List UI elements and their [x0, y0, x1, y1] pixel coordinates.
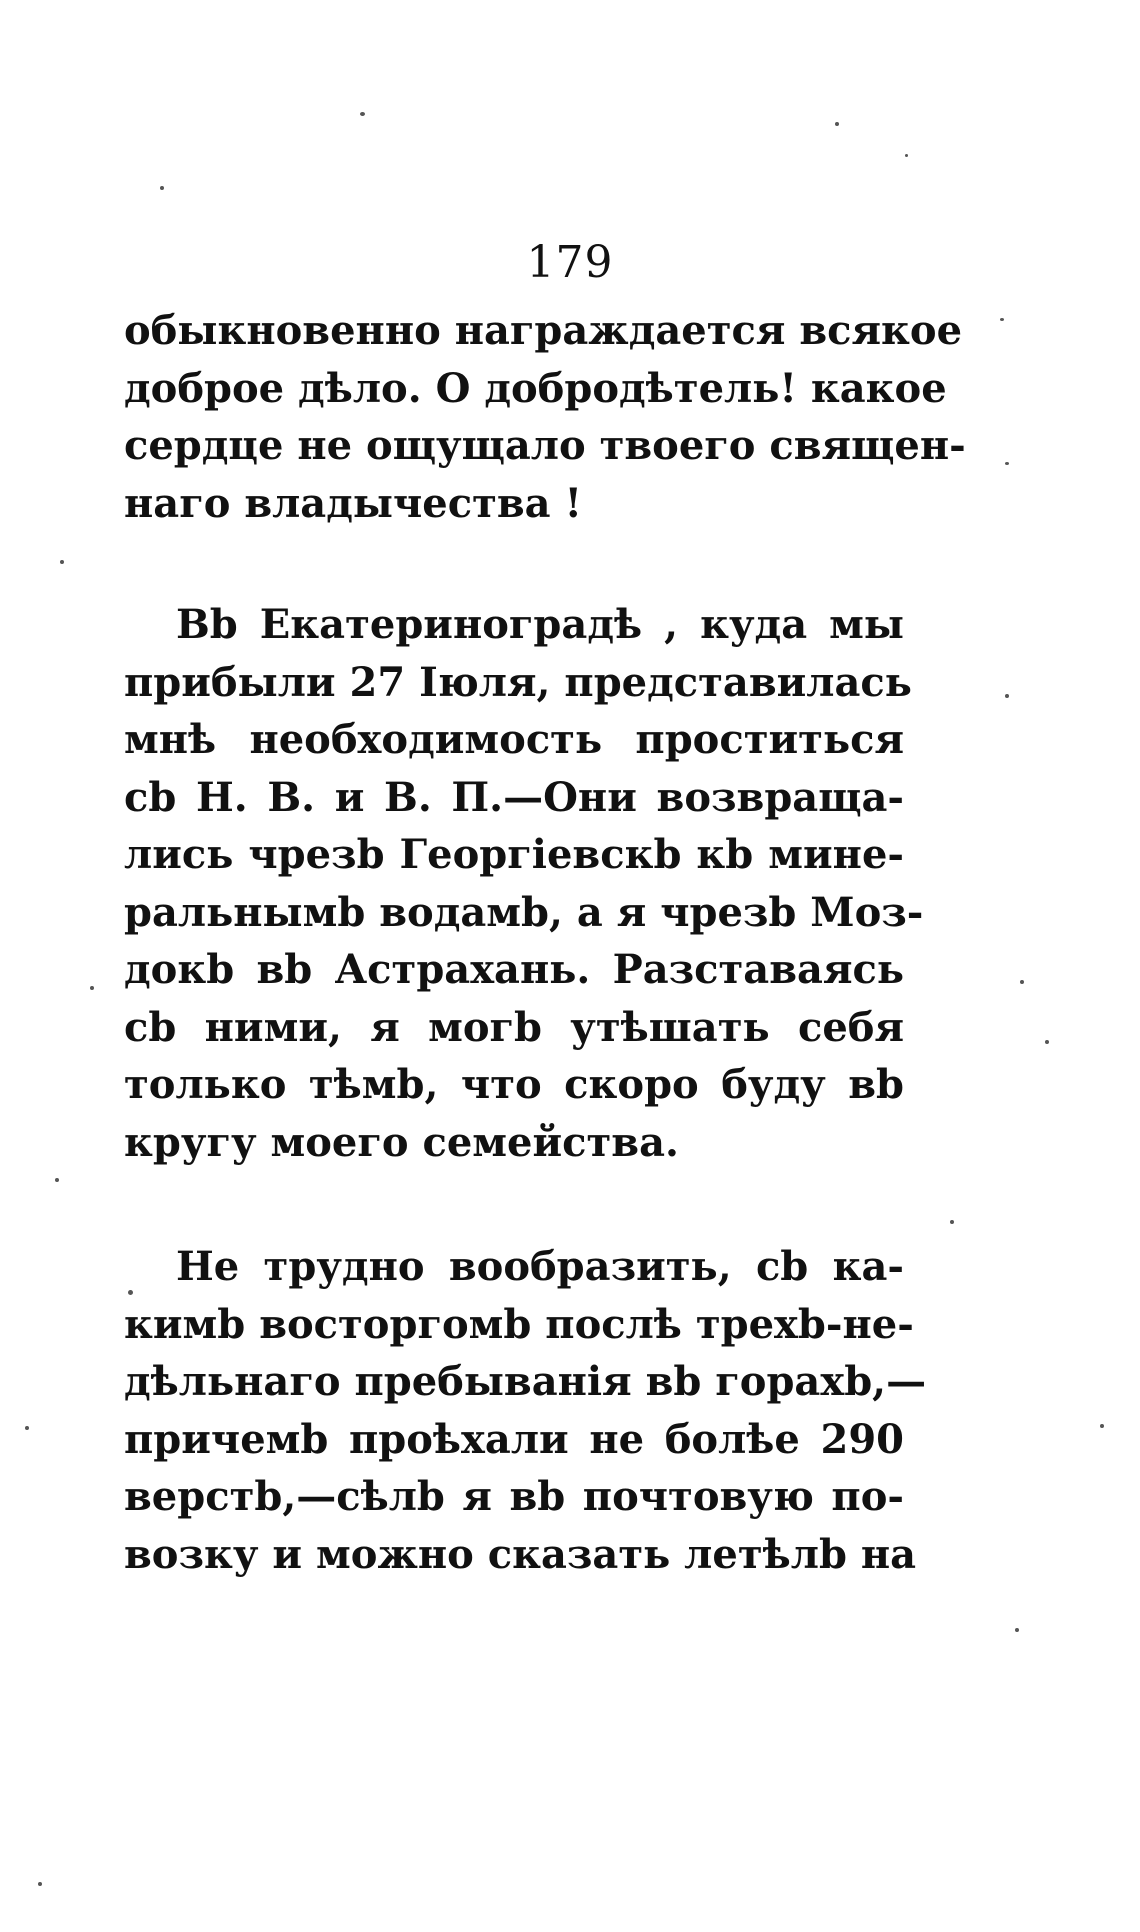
paragraph-3 [124, 1238, 927, 1583]
paragraph-2 [124, 596, 924, 1171]
scan-speck [1005, 462, 1009, 465]
page-number: 179 [526, 237, 614, 288]
text-line: Вb Екатериноградѣ , куда мы [176, 601, 904, 648]
text-line: дѣльнаго пребыванія вb горахb,— [124, 1358, 927, 1405]
text-line: сb ними, я могb утѣшать себя [124, 1003, 904, 1051]
text-line: только тѣмb, что скоро буду вb [124, 1061, 904, 1108]
scan-speck [38, 1882, 42, 1886]
scan-speck [25, 1426, 29, 1430]
text-line: Не трудно вообразить, сb ка- [176, 1243, 904, 1290]
scan-speck [1100, 1424, 1104, 1428]
scan-speck [60, 560, 64, 564]
text-line: прибыли 27 Іюля, представилась [124, 658, 912, 706]
scan-speck [55, 1178, 59, 1182]
scan-speck [128, 1290, 133, 1295]
scan-speck [160, 186, 164, 190]
text-line: сb Н. В. и В. П.—Они возвраща- [124, 773, 904, 821]
scan-speck [1005, 694, 1009, 698]
text-line: мнѣ необходимость проститься [124, 716, 904, 763]
text-line: причемb проѣхали не болѣе 290 [124, 1415, 904, 1463]
scan-speck [90, 986, 94, 990]
scan-speck [1045, 1040, 1049, 1044]
scan-speck [360, 112, 365, 116]
text-line: докb вb Астрахань. Разставаясь [124, 946, 904, 993]
text-line: ральнымb водамb, а я чрезb Моз- [124, 888, 924, 936]
text-line: доброе дѣло. О добродѣтель! какое [124, 364, 947, 412]
text-line: возку и можно сказать летѣлb на [124, 1530, 917, 1578]
scan-speck [1020, 980, 1024, 984]
text-line: кругу моего семейства. [124, 1118, 679, 1166]
text-line: кимb восторгомb послѣ трехb-не- [124, 1300, 914, 1348]
scan-speck [835, 122, 839, 126]
scan-speck [1015, 1628, 1019, 1632]
paragraph-1 [124, 302, 966, 532]
text-line: сердце не ощущало твоего священ- [124, 422, 966, 469]
scan-speck [1000, 318, 1004, 321]
scan-speck [950, 1220, 954, 1224]
text-line: обыкновенно награждается всякое [124, 307, 963, 354]
text-line: верстb,—сѣлb я вb почтовую по- [124, 1473, 904, 1520]
text-line: наго владычества ! [124, 479, 583, 527]
text-line: лись чрезb Георгіевскb кb мине- [124, 831, 904, 878]
scan-speck [905, 154, 908, 157]
